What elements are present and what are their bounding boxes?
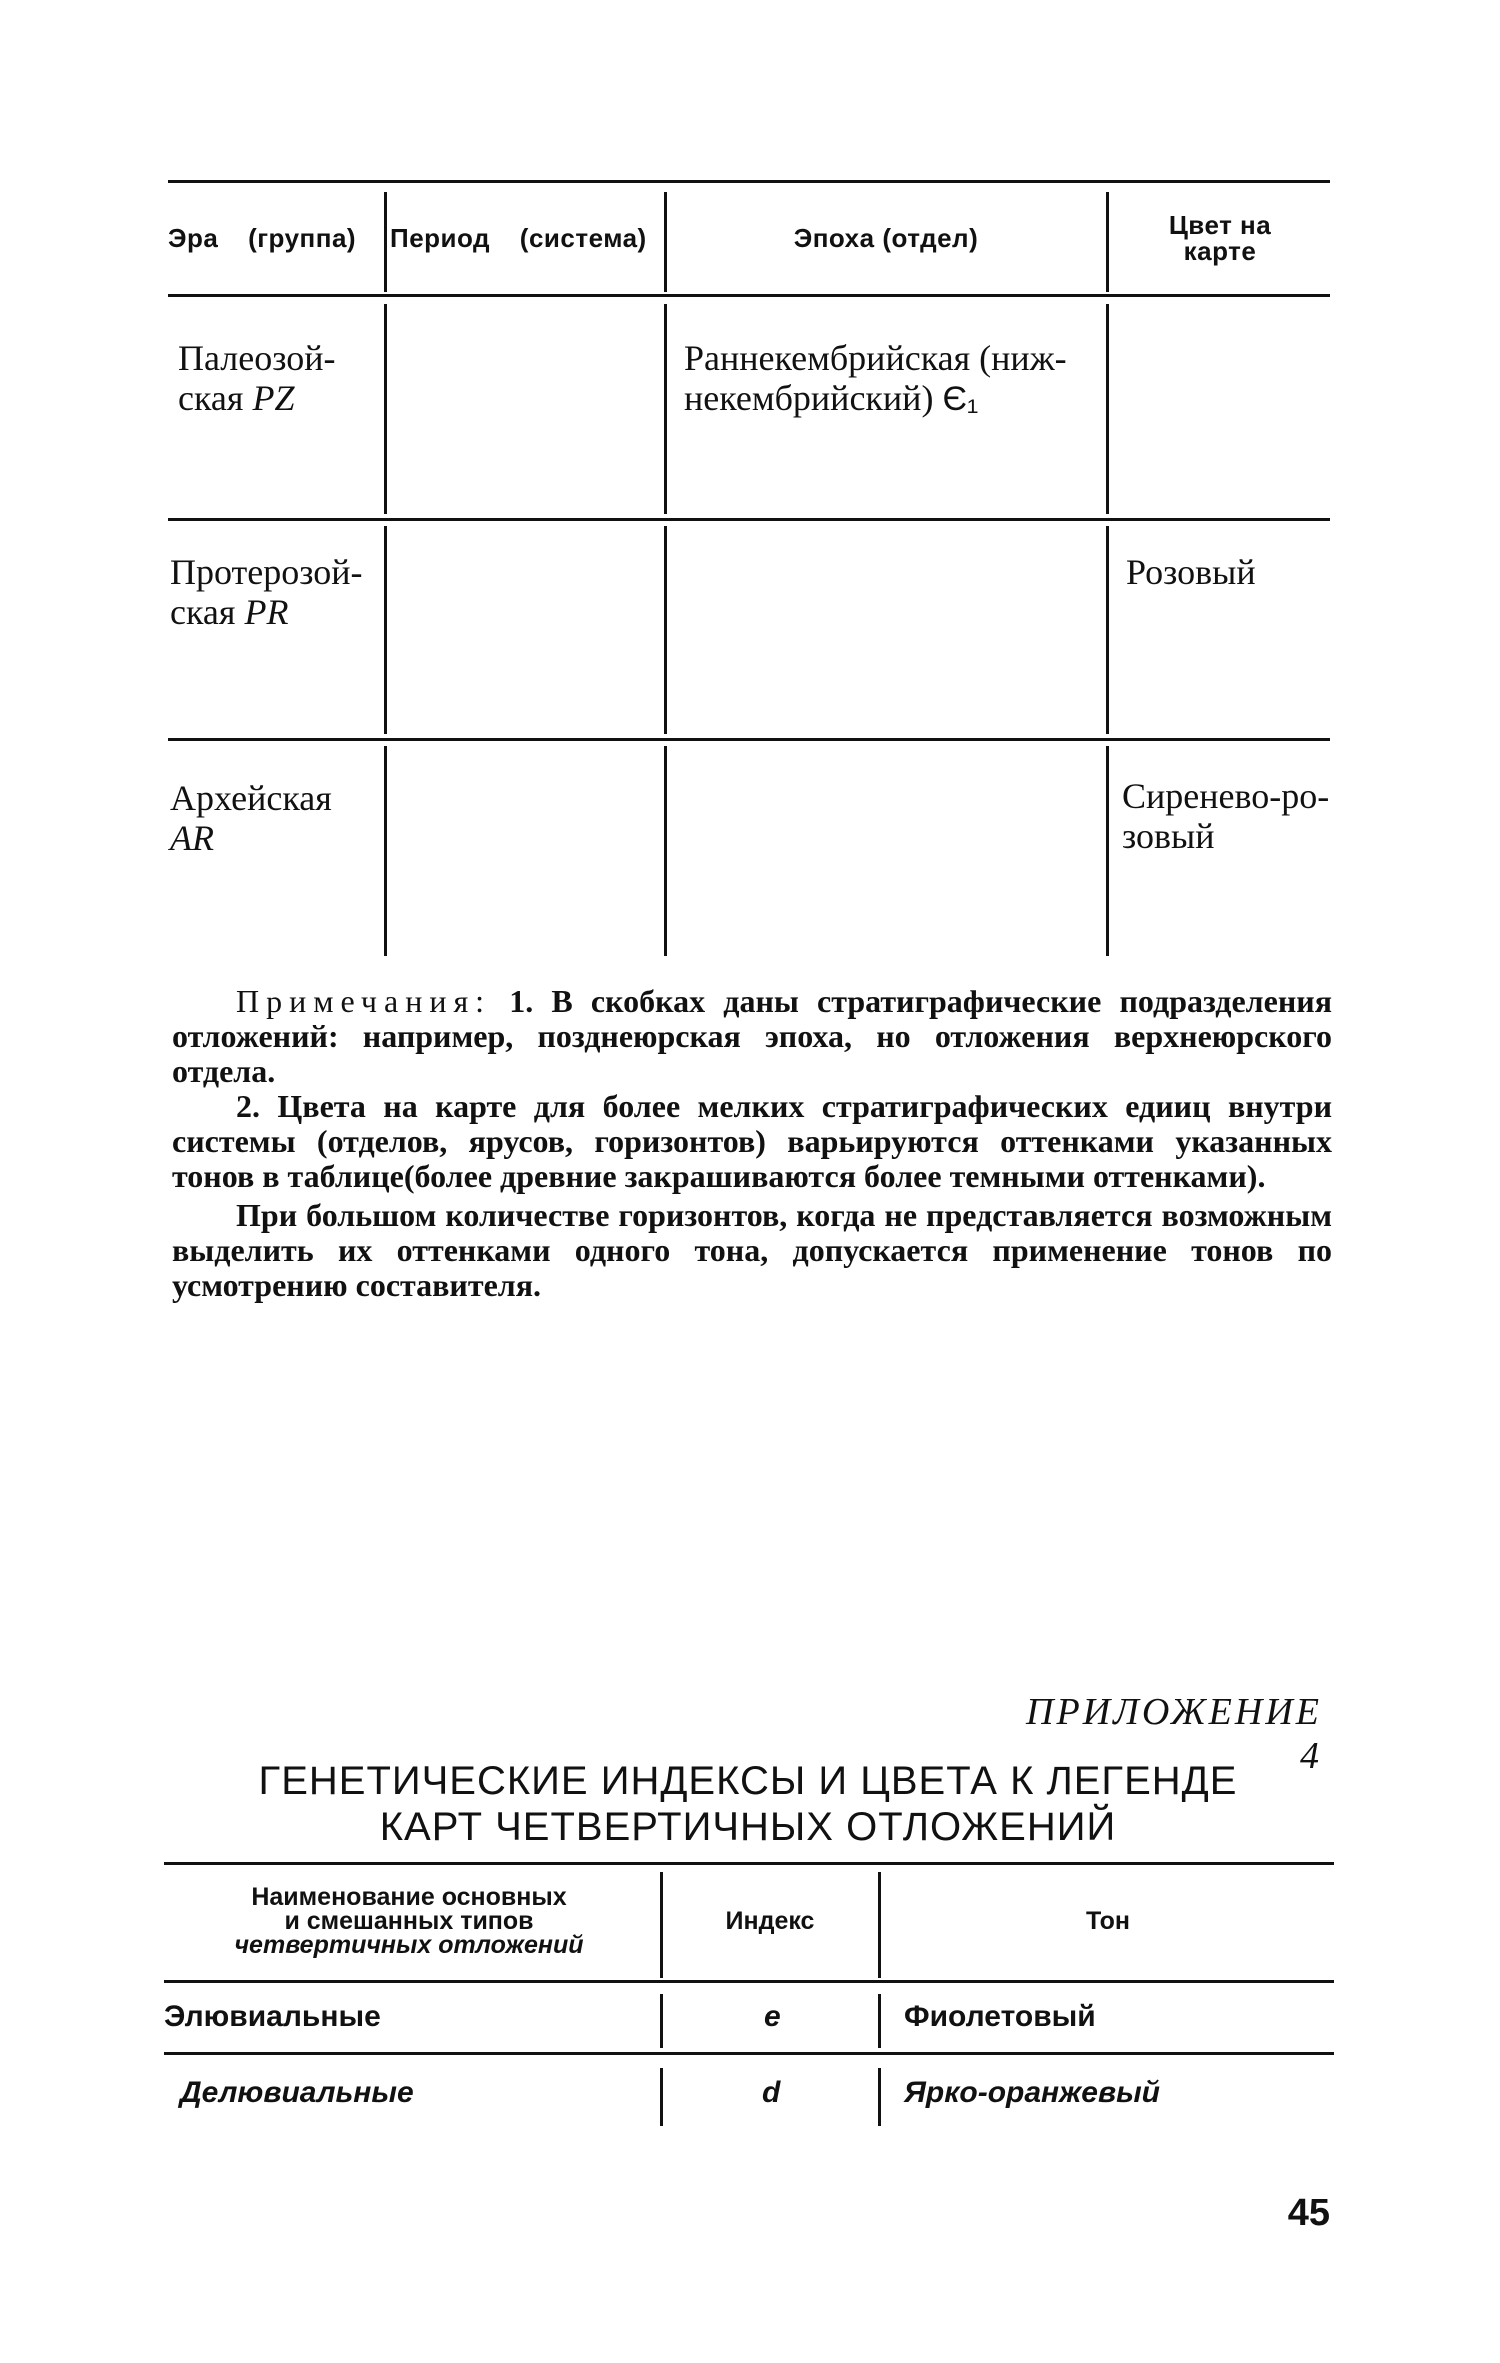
header-bottom-rule [164,1980,1334,1983]
column-divider [878,1872,881,1978]
epoch-index: Є₁ [942,380,979,418]
era-name-line: Палеозой- [178,338,336,378]
column-divider [660,1872,663,1978]
column-divider [1106,192,1109,292]
deposit-index: d [762,2076,781,2109]
row-divider [168,518,1330,521]
column-divider [1106,746,1109,956]
header-index: Индекс [725,1907,815,1935]
era-index: AR [170,818,214,858]
appendix-title-line: КАРТ ЧЕТВЕРТИЧНЫХ ОТЛОЖЕНИЙ [379,1805,1117,1849]
header-map-color-text: Цвет на карте [1168,210,1272,266]
era-name-text: ская [178,378,253,418]
header-period: Период (система) [390,222,647,253]
color-line: зовый [1122,816,1215,856]
header-line: Наименование основных [251,1883,567,1911]
color-proterozoic: Розовый [1126,552,1256,592]
column-divider [384,746,387,956]
column-divider [664,746,667,956]
color-archean [1122,776,1329,856]
row-divider [164,2052,1334,2055]
note-1-text: 1. В скобках даны стратиграфические подразделения отложений: например, позднеюрская эпоха, но отложения верхнеюрского отдела. [172,983,1332,1089]
note-3: При большом количестве горизонтов, когда не представляется возможным выделить их оттенками одного тона, допускается применение тонов по усмотрению составителя. [172,1197,1332,1303]
epoch-name-text: некембрийский) [684,378,943,418]
row-divider [168,738,1330,741]
header-line: и смешанных типов [284,1907,534,1935]
header-era: Эра (группа) [168,222,357,253]
deposit-index: e [764,2000,781,2033]
column-divider [1106,526,1109,734]
era-name-line [178,378,336,418]
table-notes [172,984,1332,1303]
column-divider [878,2068,881,2126]
note-1 [172,984,1332,1089]
column-divider [660,1994,663,2048]
era-name-text: ская [170,592,245,632]
epoch-early-cambrian [684,338,1067,419]
era-proterozoic [170,552,363,632]
header-map-color [1110,180,1330,296]
header-tone: Тон [1085,1907,1131,1935]
era-index: PR [244,592,289,632]
column-divider [1106,304,1109,514]
deposit-tone: Фиолетовый [904,2000,1096,2033]
column-divider [878,1994,881,2048]
column-divider [664,526,667,734]
note-2: 2. Цвета на карте для более мелких стратиграфических едииц внутри системы (отделов, ярусов, горизонтов) варьируются оттенками указанных тонов в таблице(более древние закрашиваются более темными оттенками). [172,1088,1332,1194]
era-archean [170,778,332,858]
appendix-title [168,1758,1328,1850]
column-divider [384,192,387,292]
header-line: четвертичных отложений [234,1931,584,1959]
era-index: PZ [252,378,295,418]
era-name-line [170,592,363,632]
column-divider [384,304,387,514]
era-name-line: Протерозой- [170,552,363,592]
appendix-label: ПРИЛОЖЕНИЕ 4 [1026,1691,1322,1777]
deposit-name: Элювиальные [164,2000,381,2033]
color-line: Сиренево-ро- [1122,776,1330,816]
stratigraphic-table [168,180,1330,960]
quaternary-deposits-table [164,1862,1334,2152]
header-deposit-type [164,1862,654,1980]
column-divider [384,526,387,734]
column-divider [664,304,667,514]
era-paleozoic [178,338,336,418]
column-divider [660,2068,663,2126]
appendix-title-line: ГЕНЕТИЧЕСКИЕ ИНДЕКСЫ И ЦВЕТА К ЛЕГЕНДЕ [258,1759,1238,1803]
epoch-name-line [684,378,1067,419]
era-index-line [170,818,332,858]
page-number: 45 [1287,2192,1330,2234]
era-name-line: Архейская [170,778,332,818]
column-divider [664,192,667,292]
notes-label: Примечания: [236,983,492,1019]
header-epoch: Эпоха (отдел) [793,222,979,253]
deposit-name: Делювиальные [180,2076,414,2109]
epoch-name-line: Раннекембрийская (ниж- [684,338,1067,378]
deposit-tone: Ярко-оранжевый [904,2076,1161,2109]
